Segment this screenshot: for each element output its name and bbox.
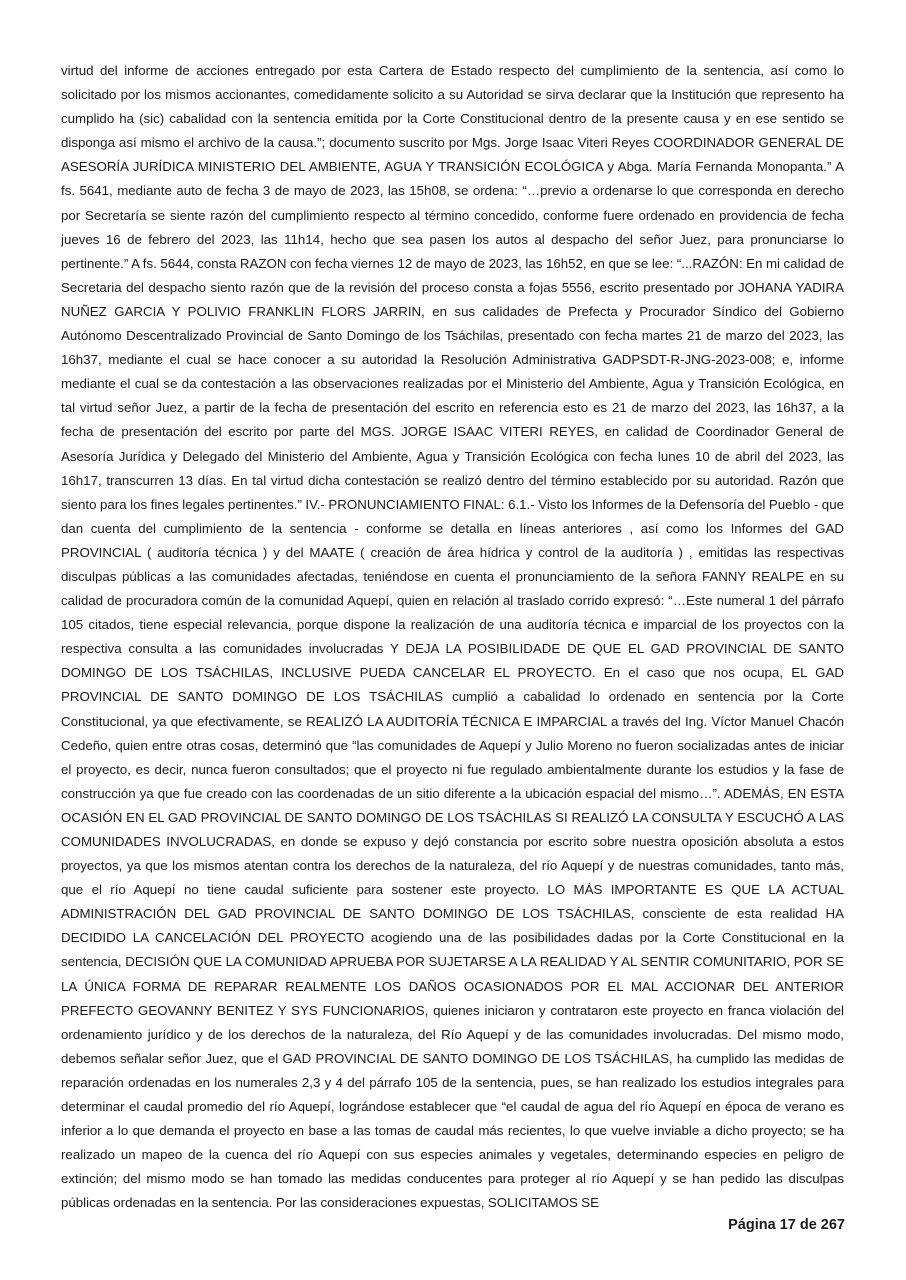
body-paragraph: virtud del informe de acciones entregado por esta Cartera de Estado respecto del cumplimiento de la sentencia, así como lo solicitado por los mismos accionantes, comedidamente solicito a su Autoridad se sirva declarar que la Institución que represento ha cumplido ha (sic) cabalidad con la sentencia emitida por la Corte Constitucional dentro de la presente causa y en ese sentido se disponga así mismo el archivo de la causa.”; documento suscrito por Mgs. Jorge Isaac Viteri Reyes COORDINADOR GENERAL DE ASESORÍA JURÍDICA MINISTERIO DEL AMBIENTE, AGUA Y TRANSICIÓN ECOLÓGICA y Abga. María Fernanda Monopanta.” A fs. 5641, mediante auto de fecha 3 de mayo de 2023, las 15h08, se ordena: “…previo a ordenarse lo que corresponda en derecho por Secretaría se siente razón del cumplimiento respecto al término concedido, conforme fuere ordenado en providencia de fecha jueves 16 de febrero del 2023, las 11h14, hecho que sea pasen los autos al despacho del señor Juez, para pronunciarse lo pertinente.” A fs. 5644, consta RAZON con fecha viernes 12 de mayo de 2023, las 16h52, en que se lee: “...RAZÓN: En mi calidad de Secretaria del despacho siento razón que de la revisión del proceso consta a fojas 5556, escrito presentado por JOHANA YADIRA NUÑEZ GARCIA Y POLIVIO FRANKLIN FLORS JARRIN, en sus calidades de Prefecta y Procurador Síndico del Gobierno Autónomo Descentralizado Provincial de Santo Domingo de los Tsáchilas, presentado con fecha martes 21 de marzo del 2023, las 16h37, mediante el cual se hace conocer a su autoridad la Resolución Administrativa GADPSDT-R-JNG-2023-008; e, informe mediante el cual se da contestación a las observaciones realizadas por el Ministerio del Ambiente, Agua y Transición Ecológica, en tal virtud señor Juez, a partir de la fecha de presentación del escrito en referencia esto es 21 de marzo del 2023, las 16h37, a la fecha de presentación del escrito por parte del MGS. JORGE ISAAC VITERI REYES, en calidad de Coordinador General de Asesoría Jurídica y Delegado del Ministerio del Ambiente, Agua y Transición Ecológica con fecha lunes 10 de abril del 2023, las 16h17, transcurren 13 días. En tal virtud dicha contestación se realizó dentro del término establecido por su autoridad. Razón que siento para los fines legales pertinentes.” IV.- PRONUNCIAMIENTO FINAL: 6.1.- Visto los Informes de la Defensoría del Pueblo - que dan cuenta del cumplimiento de la sentencia - conforme se detalla en líneas anteriores , así como los Informes del GAD PROVINCIAL ( auditoría técnica ) y del MAATE ( creación de área hídrica y control de la auditoría ) , emitidas las respectivas disculpas públicas a las comunidades afectadas, teniéndose en cuenta el pronunciamiento de la señora FANNY REALPE en su calidad de procuradora común de la comunidad Aquepí, quien en relación al traslado corrido expresó: “…Este numeral 1 del párrafo 105 citados, tiene especial relevancia, porque dispone la realización de una auditoría técnica e imparcial de los proyectos con la respectiva consulta a las comunidades involucradas Y DEJA LA POSIBILIDADE DE QUE EL GAD PROVINCIAL DE SANTO DOMINGO DE LOS TSÁCHILAS, INCLUSIVE PUEDA CANCELAR EL PROYECTO. En el caso que nos ocupa, EL GAD PROVINCIAL DE SANTO DOMINGO DE LOS TSÁCHILAS cumplió a cabalidad lo ordenado en sentencia por la Corte Constitucional, ya que efectivamente, se REALIZÓ LA AUDITORÍA TÉCNICA E IMPARCIAL a través del Ing. Víctor Manuel Chacón Cedeño, quien entre otras cosas, determinó que “las comunidades de Aquepí y Julio Moreno no fueron socializadas antes de iniciar el proyecto, es decir, nunca fueron consultados; que el proyecto ni fue regulado ambientalmente durante los estudios y la fase de construcción ya que fue creado con las coordenadas de un sitio diferente a la ubicación espacial del mismo…”. ADEMÁS, EN ESTA OCASIÓN EN EL GAD PROVINCIAL DE SANTO DOMINGO DE LOS TSÁCHILAS SI REALIZÓ LA CONSULTA Y ESCUCHÓ A LAS COMUNIDADES INVOLUCRADAS, en donde se expuso y dejó constancia por escrito sobre nuestra oposición absoluta a estos proyectos, ya que los mismos atentan contra los derechos de la naturaleza, del río Aquepí y de nuestras comunidades, tanto más, que el río Aquepí no tiene caudal suficiente para sostener este proyecto. LO MÁS IMPORTANTE ES QUE LA ACTUAL ADMINISTRACIÓN DEL GAD PROVINCIAL DE SANTO DOMINGO DE LOS TSÁCHILAS, consciente de esta realidad HA DECIDIDO LA CANCELACIÓN DEL PROYECTO acogiendo una de las posibilidades dadas por la Corte Constitucional en la sentencia, DECISIÓN QUE LA COMUNIDAD APRUEBA POR SUJETARSE A LA REALIDAD Y AL SENTIR COMUNITARIO, POR SE LA ÚNICA FORMA DE REPARAR REALMENTE LOS DAÑOS OCASIONADOS POR EL MAL ACCIONAR DEL ANTERIOR PREFECTO GEOVANNY BENITEZ Y SYS FUNCIONARIOS, quienes iniciaron y contrataron este proyecto en franca violación del ordenamiento jurídico y de los derechos de la naturaleza, del Río Aquepí y de las comunidades involucradas. Del mismo modo, debemos señalar señor Juez, que el GAD PROVINCIAL DE SANTO DOMINGO DE LOS TSÁCHILAS, ha cumplido las medidas de reparación ordenadas en los numerales 2,3 y 4 del párrafo 105 de la sentencia, pues, se han realizado los estudios integrales para determinar el caudal promedio del río Aquepí, lográndose establecer que “el caudal de agua del río Aquepí en época de verano es inferior a lo que demanda el proyecto en base a las tomas de caudal más recientes, lo que vuelve inviable a dicho proyecto; se ha realizado un mapeo de la cuenca del río Aquepí con sus especies animales y vegetales, determinando especies en peligro de extinción; del mismo modo se han tomado las medidas conducentes para proteger al río Aquepí y se han pedido las disculpas públicas ordenadas en la sentencia. Por las consideraciones expuestas, SOLICITAMOS SE: [61, 63, 844, 1211]
page-number: Página 17 de 267: [728, 1217, 845, 1233]
